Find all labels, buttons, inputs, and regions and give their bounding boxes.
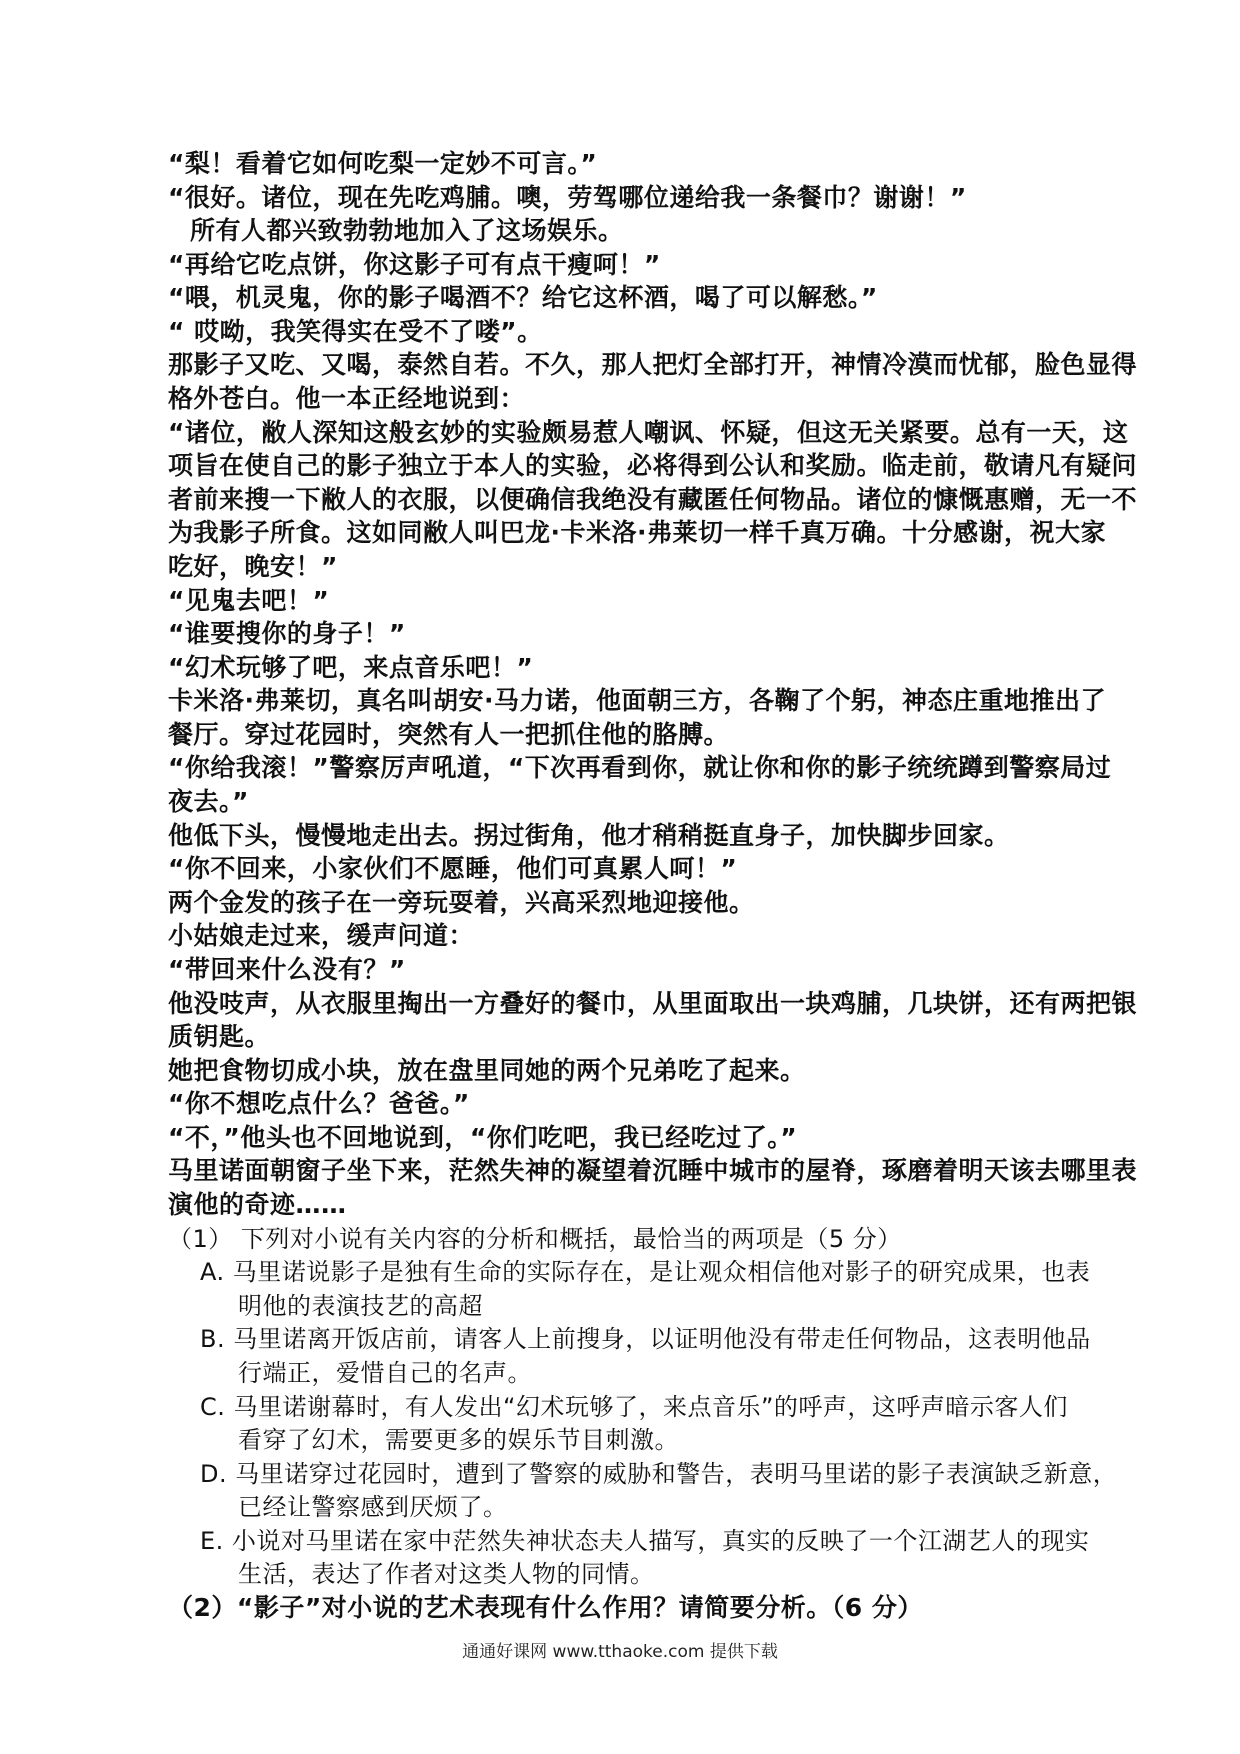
story-line: 他低下头，慢慢地走出去。拐过街角，他才稍稍挺直身子，加快脚步回家。 bbox=[168, 821, 1010, 850]
question-1-option: B. 马里诺离开饭店前，请客人上前搜身，以证明他没有带走任何物品，这表明他品 bbox=[200, 1325, 1091, 1353]
story-line: 她把食物切成小块，放在盘里同她的两个兄弟吃了起来。 bbox=[168, 1056, 806, 1085]
story-line: “幻术玩够了吧，来点音乐吧！” bbox=[168, 653, 534, 682]
story-line: 格外苍白。他一本正经地说到： bbox=[168, 384, 526, 413]
story-line: 餐厅。穿过花园时，突然有人一把抓住他的胳膊。 bbox=[168, 720, 730, 749]
question-1-option: A. 马里诺说影子是独有生命的实际存在，是让观众相信他对影子的研究成果，也表 bbox=[200, 1258, 1091, 1286]
story-line: “再给它吃点饼，你这影子可有点干瘦呵！” bbox=[168, 250, 661, 279]
story-line: 为我影子所食。这如同敝人叫巴龙·卡米洛·弗莱切一样千真万确。十分感谢，祝大家 bbox=[168, 518, 1106, 547]
story-line: “ 哎呦，我笑得实在受不了喽”。 bbox=[168, 317, 543, 346]
question-1-option: 已经让警察感到厌烦了。 bbox=[238, 1493, 508, 1521]
story-line: “不，”他头也不回地说到，“你们吃吧，我已经吃过了。” bbox=[168, 1123, 798, 1152]
story-line: “你不想吃点什么？爸爸。” bbox=[168, 1089, 470, 1118]
story-line: “喂，机灵鬼，你的影子喝酒不？给它这杯酒，喝了可以解愁。” bbox=[168, 283, 878, 312]
story-line: “见鬼去吧！” bbox=[168, 586, 330, 615]
question-1-stem: （1） 下列对小说有关内容的分析和概括，最恰当的两项是（5 分） bbox=[168, 1225, 902, 1253]
story-line: 卡米洛·弗莱切，真名叫胡安·马力诺，他面朝三方，各鞠了个躬，神态庄重地推出了 bbox=[168, 686, 1106, 715]
story-line: 夜去。” bbox=[168, 787, 249, 816]
story-line: 者前来搜一下敝人的衣服，以便确信我绝没有藏匿任何物品。诸位的慷慨惠赠，无一不 bbox=[168, 485, 1138, 514]
question-1-option: 明他的表演技艺的高超 bbox=[238, 1292, 483, 1320]
question-1-option: C. 马里诺谢幕时，有人发出“幻术玩够了，来点音乐”的呼声，这呼声暗示客人们 bbox=[200, 1393, 1068, 1421]
story-line: “很好。诸位，现在先吃鸡脯。噢，劳驾哪位递给我一条餐巾？谢谢！” bbox=[168, 183, 967, 212]
story-line: 质钥匙。 bbox=[168, 1022, 271, 1051]
question-1-option: E. 小说对马里诺在家中茫然失神状态夫人描写，真实的反映了一个江湖艺人的现实 bbox=[200, 1527, 1090, 1555]
question-1-option: D. 马里诺穿过花园时，遭到了警察的威胁和警告，表明马里诺的影子表演缺乏新意， bbox=[200, 1460, 1118, 1488]
question-1-option: 行端正，爱惜自己的名声。 bbox=[238, 1359, 532, 1387]
question-1-option: 生活，表达了作者对这类人物的同情。 bbox=[238, 1560, 655, 1588]
story-line: “带回来什么没有？” bbox=[168, 955, 406, 984]
story-line: “诸位，敝人深知这般玄妙的实验颇易惹人嘲讽、怀疑，但这无关紧要。总有一天，这 bbox=[168, 418, 1129, 447]
story-line: 演他的奇迹…… bbox=[168, 1190, 347, 1219]
story-line: “你给我滚！”警察厉声吼道，“下次再看到你，就让你和你的影子统统蹲到警察局过 bbox=[168, 753, 1112, 782]
story-line: “谁要搜你的身子！” bbox=[168, 619, 406, 648]
story-line: 项旨在使自己的影子独立于本人的实验，必将得到公认和奖励。临走前，敬请凡有疑问 bbox=[168, 451, 1138, 480]
story-line: “你不回来，小家伙们不愿睡，他们可真累人呵！” bbox=[168, 854, 738, 883]
story-line: 小姑娘走过来，缓声问道： bbox=[168, 921, 475, 950]
story-line: 那影子又吃、又喝，泰然自若。不久，那人把灯全部打开，神情冷漠而忧郁，脸色显得 bbox=[168, 350, 1138, 379]
footer-source: 通通好课网 www.tthaoke.com 提供下载 bbox=[462, 1642, 778, 1662]
story-line: 两个金发的孩子在一旁玩耍着，兴高采烈地迎接他。 bbox=[168, 888, 755, 917]
question-1-option: 看穿了幻术，需要更多的娱乐节目刺激。 bbox=[238, 1426, 679, 1454]
story-line: 所有人都兴致勃勃地加入了这场娱乐。 bbox=[190, 216, 624, 245]
story-line: “梨！看着它如何吃梨一定妙不可言。” bbox=[168, 149, 598, 178]
question-2: （2）“影子”对小说的艺术表现有什么作用？请简要分析。（6 分） bbox=[168, 1593, 923, 1622]
story-line: 马里诺面朝窗子坐下来，茫然失神的凝望着沉睡中城市的屋脊，琢磨着明天该去哪里表 bbox=[168, 1156, 1138, 1185]
story-line: 吃好，晚安！” bbox=[168, 552, 338, 581]
story-line: 他没吱声，从衣服里掏出一方叠好的餐巾，从里面取出一块鸡脯，几块饼，还有两把银 bbox=[168, 989, 1138, 1018]
